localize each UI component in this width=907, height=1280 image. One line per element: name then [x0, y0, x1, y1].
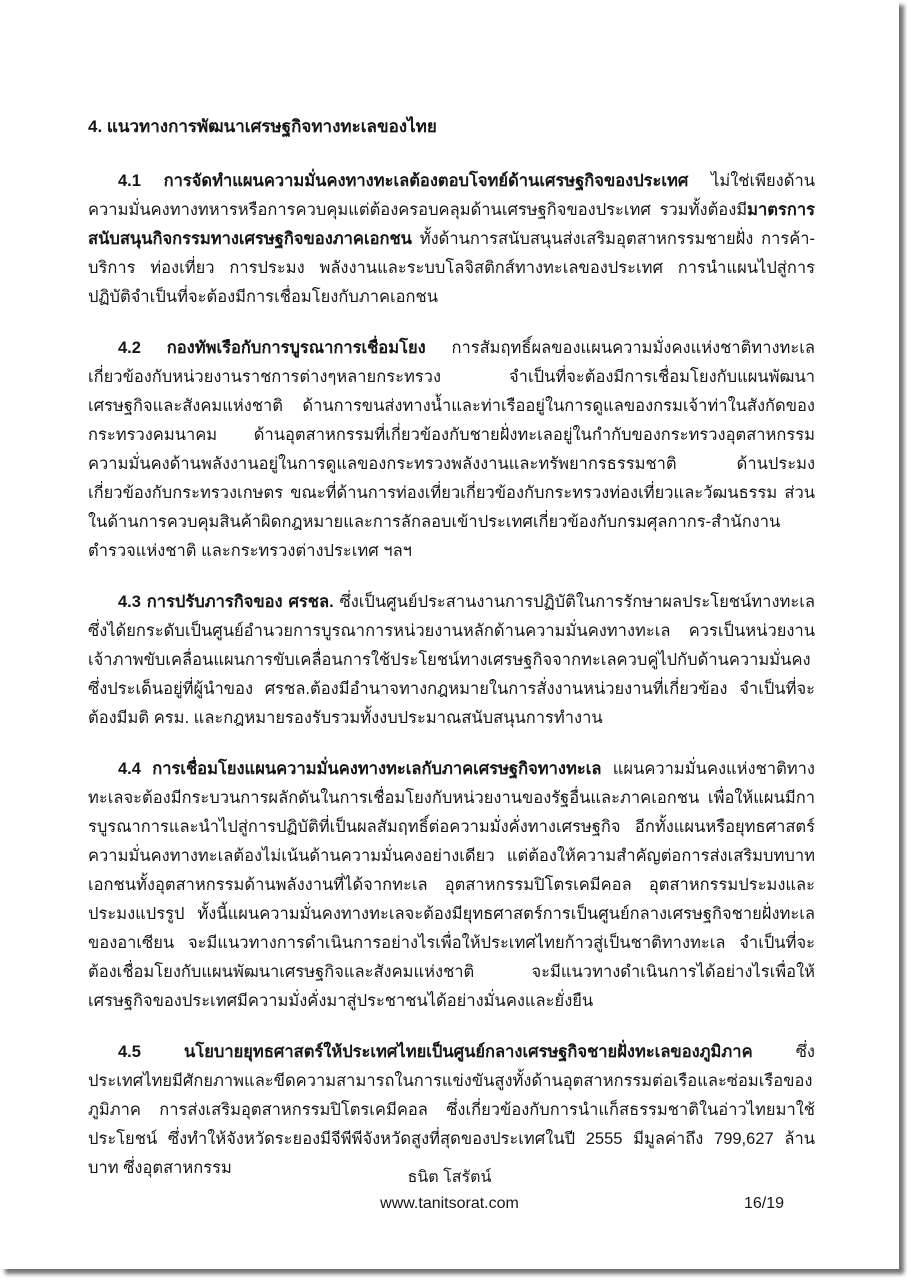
bold-run: 4.4 การเชื่อมโยงแผนความมั่นคงทางทะเลกับภาคเศรษฐกิจทางทะเล	[118, 760, 613, 778]
paragraph	[88, 755, 815, 1016]
bold-run: 4.3 การปรับภารกิจของ ศรชล.	[118, 593, 340, 611]
text-run: ไม่ใช่เพียงด้านความมั่นคงทางทหารหรือการควบคุมแต่ต้องครอบคลุมด้านเศรษฐกิจของประเทศ รวมทั้งต้องมี	[88, 172, 815, 219]
paragraph	[88, 588, 815, 733]
bold-run: 4.2 กองทัพเรือกับการบูรณาการเชื่อมโยง	[118, 339, 452, 357]
paragraph	[88, 167, 815, 312]
text-run: ซึ่งเป็นศูนย์ประสานงานการปฏิบัติในการรักษาผลประโยชน์ทางทะเล ซึ่งได้ยกระดับเป็นศูนย์อำนวยการบูรณาการหน่วยงานหลักด้านความมั่นคงทางทะเล ควรเป็นหน่วยงานเจ้าภาพขับเคลื่อนแผนการขับเคลื่อนการใช้ประโยชน์ทางเศรษฐกิจจากทะเลควบคู่ไปกับด้านความมั่นคง ซึ่งประเด็นอยู่ที่ผู้นำของ ศรชล.ต้องมีอำนาจทางกฎหมายในการสั่งงานหน่วยงานที่เกี่ยวข้อง จำเป็นที่จะต้องมีมติ ครม. และกฎหมายรองรับรวมทั้งงบประมาณสนับสนุนการทำงาน	[88, 593, 815, 727]
document-body	[88, 167, 815, 1183]
bold-run: 4.1 การจัดทำแผนความมั่นคงทางทะเลต้องตอบโจทย์ด้านเศรษฐกิจของประเทศ	[118, 172, 712, 190]
footer-author: ธนิต โสรัตน์	[407, 1169, 492, 1186]
document-content	[88, 112, 815, 1205]
bold-run: มาตรการสนับสนุนกิจกรรมทางเศรษฐกิจของภาคเอกชน	[88, 201, 815, 248]
paragraph	[88, 1038, 815, 1183]
section-heading: 4. แนวทางการพัฒนาเศรษฐกิจทางทะเลของไทย	[88, 117, 437, 136]
page-number: 16/19	[743, 1195, 784, 1212]
footer-website: www.tanitsorat.com	[380, 1195, 519, 1212]
paragraph	[88, 334, 815, 566]
text-run: การสัมฤทธิ์ผลของแผนความมั่งคงแห่งชาติทางทะเลเกี่ยวข้องกับหน่วยงานราชการต่างๆหลายกระทรวง จำเป็นที่จะต้องมีการเชื่อมโยงกับแผนพัฒนาเศรษฐกิจและสังคมแห่งชาติ ด้านการขนส่งทางน้ำและท่าเรืออยู่ในการดูแลของกรมเจ้าท่าในสังกัดของกระทรวงคมนาคม ด้านอุตสาหกรรมที่เกี่ยวข้องกับชายฝั่งทะเลอยู่ในกำกับของกระทรวงอุตสาหกรรม ความมั่นคงด้านพลังงานอยู่ในการดูแลของกระทรวงพลังงานและทรัพยากรธรรมชาติ ด้านประมงเกี่ยวข้องกับกระทรวงเกษตร ขณะที่ด้านการท่องเที่ยวเกี่ยวข้องกับกระทรวงท่องเที่ยวและวัฒนธรรม ส่วนในด้านการควบคุมสินค้าผิดกฎหมายและการลักลอบเข้าประเทศเกี่ยวข้องกับกรมศุลกากร-สำนักงานตำรวจแห่งชาติ และกระทรวงต่างประเทศ ฯลฯ	[88, 339, 815, 560]
bold-run: 4.5 นโยบายยุทธศาสตร์ให้ประเทศไทยเป็นศูนย์กลางเศรษฐกิจชายฝั่งทะเลของภูมิภาค	[118, 1043, 796, 1061]
text-run: ซึ่งประเทศไทยมีศักยภาพและขีดความสามารถในการแข่งขันสูงทั้งด้านอุตสาหกรรมต่อเรือและซ่อมเรือของภูมิภาค การส่งเสริมอุตสาหกรรมปิโตรเคมีคอล ซึ่งเกี่ยวข้องกับการนำแก็สธรรมชาติในอ่าวไทยมาใช้ประโยชน์ ซึ่งทำให้จังหวัดระยองมีจีพีพีจังหวัดสูงที่สุดของประเทศในปี 2555 มีมูลค่าถึง 799,627 ล้านบาท ซึ่งอุตสาหกรรม	[88, 1043, 815, 1177]
text-run: ทั้งด้านการสนับสนุนส่งเสริมอุตสาหกรรมชายฝั่ง การค้า-บริการ ท่องเที่ยว การประมง พลังงานและระบบโลจิสติกส์ทางทะเลของประเทศ การนำแผนไปสู่การปฏิบัติจำเป็นที่จะต้องมีการเชื่อมโยงกับภาคเอกชน	[88, 230, 816, 306]
text-run: แผนความมั่นคงแห่งชาติทางทะเลจะต้องมีกระบวนการผลักดันในการเชื่อมโยงกับหน่วยงานของรัฐอื่นและภาคเอกชน เพื่อให้แผนมีการบูรณาการและนำไปสู่การปฏิบัติที่เป็นผลสัมฤทธิ์ต่อความมั่งคั่งทางเศรษฐกิจ อีกทั้งแผนหรือยุทธศาสตร์ความมั่นคงทางทะเลต้องไม่เน้นด้านความมั่นคงอย่างเดียว แต่ต้องให้ความสำคัญต่อการส่งเสริมบทบาทเอกชนทั้งอุตสาหกรรมด้านพลังงานที่ได้จากทะเล อุตสาหกรรมปิโตรเคมีคอล อุตสาหกรรมประมงและประมงแปรรูป ทั้งนี้แผนความมั่นคงทางทะเลจะต้องมียุทธศาสตร์การเป็นศูนย์กลางเศรษฐกิจชายฝั่งทะเลของอาเซียน จะมีแนวทางการดำเนินการอย่างไรเพื่อให้ประเทศไทยก้าวสู่เป็นชาติทางทะเล จำเป็นที่จะต้องเชื่อมโยงกับแผนพัฒนาเศรษฐกิจและสังคมแห่งชาติ จะมีแนวทางดำเนินการได้อย่างไรเพื่อให้เศรษฐกิจของประเทศมีความมั่งคั่งมาสู่ประชาชนได้อย่างมั่นคงและยั่งยืน	[88, 760, 815, 1010]
